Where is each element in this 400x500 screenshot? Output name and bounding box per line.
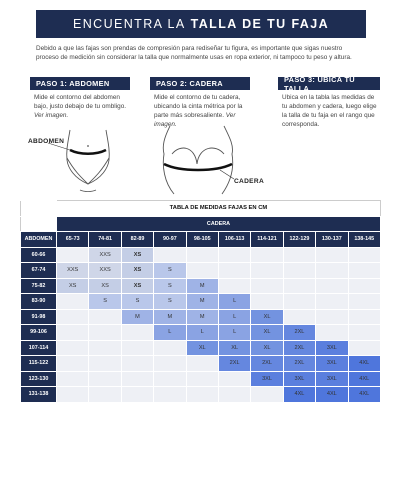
table-corner xyxy=(21,201,57,217)
column-header-row xyxy=(21,232,381,248)
title-light: ENCUENTRA LA xyxy=(72,17,186,31)
table-caption: TABLA DE MEDIDAS FAJAS EN CM xyxy=(57,201,381,217)
size-cell xyxy=(251,387,283,403)
size-cell: 2XL xyxy=(283,325,315,341)
size-cell xyxy=(348,325,380,341)
size-cell xyxy=(316,294,348,310)
size-cell: L xyxy=(218,325,250,341)
size-cell: 3XL xyxy=(251,371,283,387)
cadera-column-header: 106-113 xyxy=(218,232,250,248)
size-cell xyxy=(218,263,250,279)
cadera-column-header: 82-89 xyxy=(121,232,153,248)
abdomen-row-header: 91-98 xyxy=(21,309,57,325)
size-cell xyxy=(283,278,315,294)
cadera-column-header: 90-97 xyxy=(154,232,186,248)
cadera-column-header: 122-129 xyxy=(283,232,315,248)
table-row xyxy=(21,278,381,294)
table-corner-2 xyxy=(21,216,57,232)
size-cell: 3XL xyxy=(316,371,348,387)
size-cell xyxy=(316,263,348,279)
size-cell xyxy=(348,309,380,325)
table-row xyxy=(21,325,381,341)
size-cell: S xyxy=(89,294,121,310)
abdomen-row-header: 67-74 xyxy=(21,263,57,279)
size-cell: XS xyxy=(121,263,153,279)
table-cadera-row xyxy=(21,216,381,232)
size-cell: 2XL xyxy=(283,356,315,372)
size-cell: XL xyxy=(218,340,250,356)
cadera-column-header: 114-121 xyxy=(251,232,283,248)
size-cell: XL xyxy=(251,309,283,325)
size-cell xyxy=(186,371,218,387)
abdomen-row-header: 107-114 xyxy=(21,340,57,356)
size-cell xyxy=(218,247,250,263)
intro-text: Debido a que las fajas son prendas de compresión para rediseñar tu figura, es importante que sigas nuestro proceso de medición sin considerar la talla que normalmente usas en ropa exterior, ni tampoco tu peso y altura. xyxy=(36,45,352,61)
size-cell: M xyxy=(186,294,218,310)
size-cell xyxy=(348,263,380,279)
size-cell: 3XL xyxy=(283,371,315,387)
size-cell xyxy=(218,387,250,403)
size-cell: 2XL xyxy=(251,356,283,372)
size-cell: XXS xyxy=(57,263,89,279)
size-cell xyxy=(348,278,380,294)
size-cell: M xyxy=(121,309,153,325)
size-cell xyxy=(186,263,218,279)
size-cell xyxy=(89,340,121,356)
size-cell: XS xyxy=(121,278,153,294)
step-1-heading: PASO 1: ABDOMEN xyxy=(30,77,130,90)
size-cell xyxy=(283,263,315,279)
cadera-label: CADERA xyxy=(234,178,265,185)
step-1-desc: Mide el contorno del abdomen bajo, justo debajo de tu ombligo. xyxy=(34,94,127,110)
step-2-desc: Mide el contorno de tu cadera, ubicando la cinta métrica por la parte más sobresaliente. xyxy=(154,94,243,119)
size-cell xyxy=(57,247,89,263)
abdomen-row-header: 115-122 xyxy=(21,356,57,372)
size-cell xyxy=(251,247,283,263)
step-3-text xyxy=(282,93,378,129)
size-cell: 3XL xyxy=(316,356,348,372)
size-cell: 4XL xyxy=(348,356,380,372)
cadera-header: CADERA xyxy=(57,216,381,232)
size-cell xyxy=(251,263,283,279)
cadera-column-header: 65-73 xyxy=(57,232,89,248)
abdomen-row-header: 75-82 xyxy=(21,278,57,294)
size-cell xyxy=(186,247,218,263)
size-cell xyxy=(218,371,250,387)
size-cell: 4XL xyxy=(348,387,380,403)
abdomen-row-header: 123-130 xyxy=(21,371,57,387)
table-row xyxy=(21,263,381,279)
abdomen-row-header: 99-106 xyxy=(21,325,57,341)
size-cell xyxy=(348,247,380,263)
abdomen-label: ABDOMEN xyxy=(28,138,65,145)
abdomen-row-header: 83-90 xyxy=(21,294,57,310)
table-row xyxy=(21,356,381,372)
size-cell: XS xyxy=(121,247,153,263)
size-cell xyxy=(154,247,186,263)
size-cell xyxy=(89,387,121,403)
step-2-heading: PASO 2: CADERA xyxy=(150,77,250,90)
size-cell: L xyxy=(186,325,218,341)
size-cell xyxy=(154,356,186,372)
table-row xyxy=(21,340,381,356)
abdomen-row-header: 60-66 xyxy=(21,247,57,263)
size-cell: S xyxy=(154,294,186,310)
table-row xyxy=(21,247,381,263)
size-cell xyxy=(186,356,218,372)
table-row xyxy=(21,309,381,325)
size-cell xyxy=(154,371,186,387)
size-cell xyxy=(316,278,348,294)
size-cell: 2XL xyxy=(218,356,250,372)
size-cell xyxy=(121,356,153,372)
size-cell xyxy=(348,340,380,356)
size-cell xyxy=(218,278,250,294)
size-cell xyxy=(316,309,348,325)
size-cell: XS xyxy=(89,278,121,294)
size-cell: M xyxy=(186,309,218,325)
size-cell xyxy=(57,325,89,341)
size-cell xyxy=(154,340,186,356)
abdomen-header: ABDOMEN xyxy=(21,232,57,248)
size-cell: L xyxy=(218,294,250,310)
cadera-column-header: 130-137 xyxy=(316,232,348,248)
size-cell: XL xyxy=(186,340,218,356)
size-cell: XL xyxy=(251,325,283,341)
size-cell: XL xyxy=(251,340,283,356)
size-cell xyxy=(316,247,348,263)
size-cell: S xyxy=(121,294,153,310)
size-cell: L xyxy=(218,309,250,325)
page-title xyxy=(36,10,366,38)
size-cell: M xyxy=(154,309,186,325)
size-cell xyxy=(121,387,153,403)
step-3-heading: PASO 3: UBICA TU TALLA xyxy=(278,77,380,90)
size-cell: 3XL xyxy=(316,340,348,356)
step-1-italic: Ver imagen. xyxy=(34,112,69,119)
size-cell: M xyxy=(186,278,218,294)
cadera-column-header: 98-105 xyxy=(186,232,218,248)
size-cell xyxy=(89,356,121,372)
step-3-desc: Ubica en la tabla las medidas de tu abdomen y cadera, luego elige la talla de tu faja en el rango que corresponda. xyxy=(282,94,377,128)
size-cell: S xyxy=(154,263,186,279)
size-cell: 4XL xyxy=(316,387,348,403)
size-cell xyxy=(186,387,218,403)
step-1-text xyxy=(34,93,132,120)
size-cell xyxy=(89,371,121,387)
step-2-italic: Ver imagen. xyxy=(154,112,236,128)
size-cell: XXS xyxy=(89,247,121,263)
size-cell: L xyxy=(154,325,186,341)
size-cell xyxy=(57,294,89,310)
cadera-column-header: 138-145 xyxy=(348,232,380,248)
size-cell xyxy=(283,309,315,325)
size-cell xyxy=(121,340,153,356)
size-cell xyxy=(57,340,89,356)
title-bold: TALLA DE TU FAJA xyxy=(190,17,330,31)
size-cell xyxy=(316,325,348,341)
size-cell xyxy=(154,387,186,403)
size-cell: XXS xyxy=(89,263,121,279)
size-cell xyxy=(57,309,89,325)
size-cell xyxy=(348,294,380,310)
table-row xyxy=(21,371,381,387)
table-row xyxy=(21,387,381,403)
size-cell: 4XL xyxy=(283,387,315,403)
size-cell: 2XL xyxy=(283,340,315,356)
size-cell xyxy=(251,294,283,310)
size-chart-body xyxy=(21,201,381,403)
hip-illustration-icon xyxy=(150,124,250,196)
size-cell xyxy=(283,247,315,263)
size-cell xyxy=(251,278,283,294)
size-cell: S xyxy=(154,278,186,294)
size-cell xyxy=(57,387,89,403)
size-cell xyxy=(57,371,89,387)
size-chart-table xyxy=(20,200,381,403)
table-row xyxy=(21,294,381,310)
cadera-column-header: 74-81 xyxy=(89,232,121,248)
size-cell: 4XL xyxy=(348,371,380,387)
size-cell xyxy=(89,309,121,325)
abdomen-row-header: 131-138 xyxy=(21,387,57,403)
size-cell xyxy=(57,356,89,372)
size-cell xyxy=(89,325,121,341)
table-caption-row xyxy=(21,201,381,217)
size-cell xyxy=(283,294,315,310)
size-cell: XS xyxy=(57,278,89,294)
size-cell xyxy=(121,325,153,341)
size-cell xyxy=(121,371,153,387)
